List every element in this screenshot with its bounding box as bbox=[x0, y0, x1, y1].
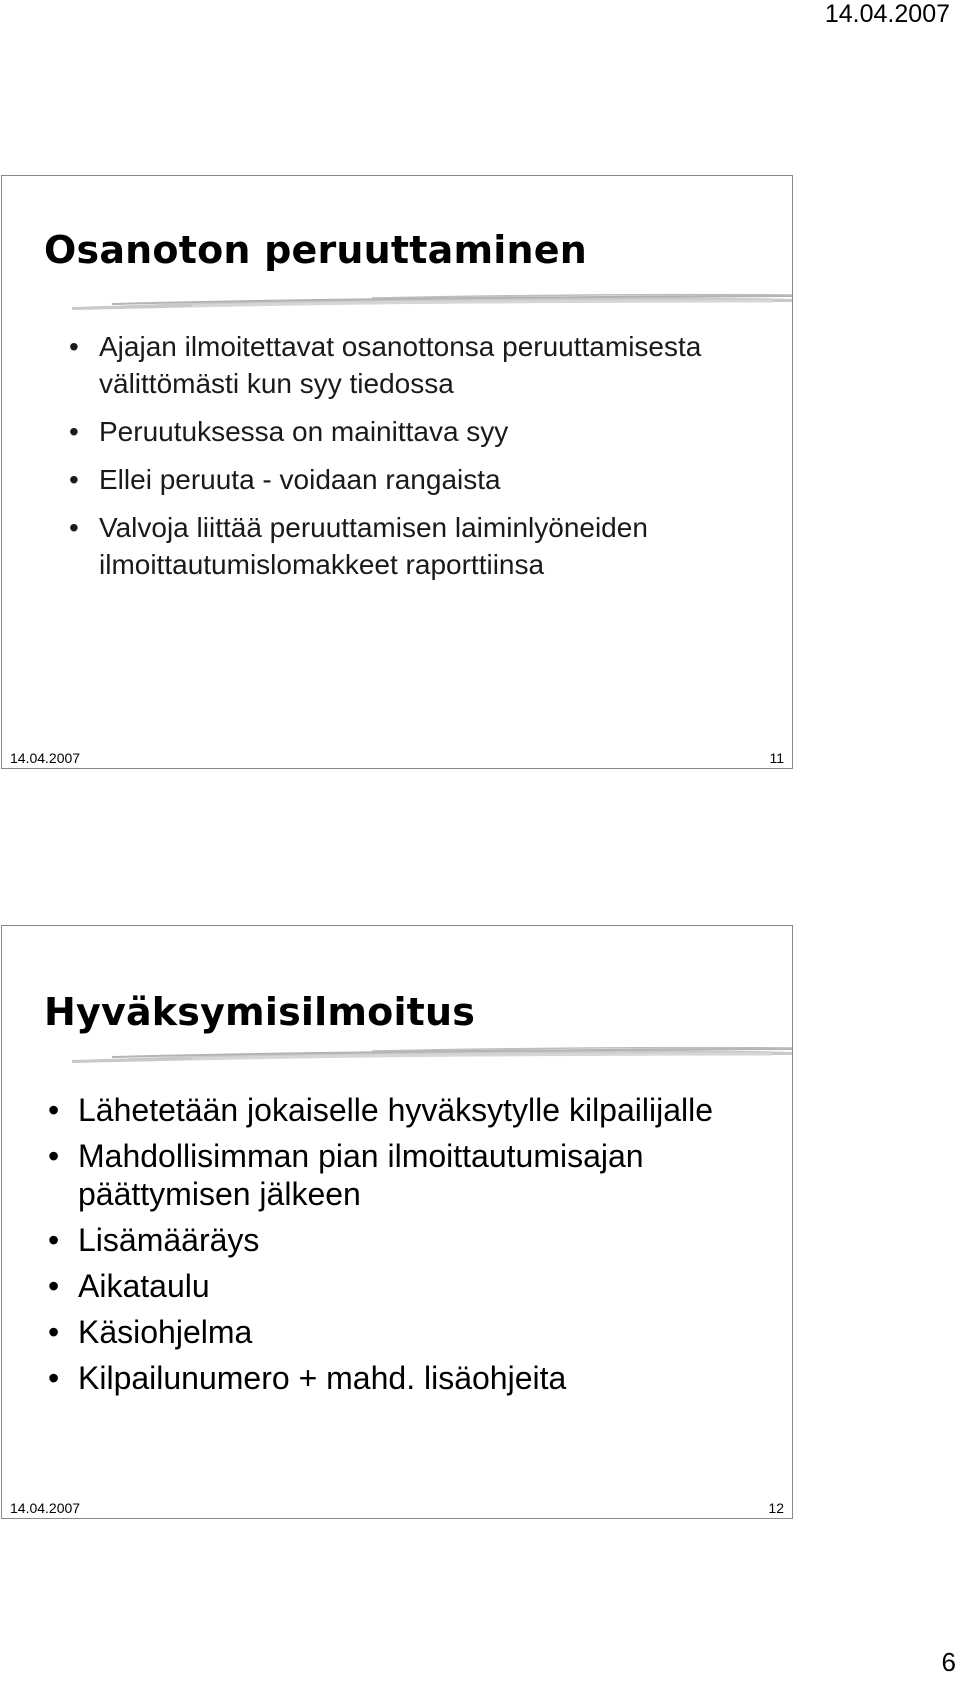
title-underline-brush bbox=[72, 289, 792, 315]
list-item: • Käsiohjelma bbox=[78, 1313, 778, 1351]
page-header-date: 14.04.2007 bbox=[824, 0, 950, 28]
list-item: • Valvoja liittää peruuttamisen laiminlyöneiden ilmoittautumislomakkeet raporttiinsa bbox=[99, 509, 759, 583]
bullet-list bbox=[99, 328, 759, 594]
slide-number: 12 bbox=[768, 1500, 784, 1516]
slide-12 bbox=[1, 925, 793, 1519]
list-item: • Lisämääräys bbox=[78, 1221, 778, 1259]
slide-footer bbox=[10, 750, 784, 766]
slide-footer-date: 14.04.2007 bbox=[10, 1500, 81, 1516]
list-item: • Kilpailunumero + mahd. lisäohjeita bbox=[78, 1359, 778, 1397]
slide-footer bbox=[10, 1500, 784, 1516]
page-number: 6 bbox=[941, 1647, 956, 1677]
list-item: • Peruutuksessa on mainittava syy bbox=[99, 413, 759, 450]
list-item: • Mahdollisimman pian ilmoittautumisajan päättymisen jälkeen bbox=[78, 1137, 778, 1213]
slide-title: Hyväksymisilmoitus bbox=[44, 990, 476, 1034]
slide-footer-date: 14.04.2007 bbox=[10, 750, 81, 766]
list-item: • Aikataulu bbox=[78, 1267, 778, 1305]
slide-11 bbox=[1, 175, 793, 769]
list-item: • Ellei peruuta - voidaan rangaista bbox=[99, 461, 759, 498]
list-item: • Ajajan ilmoitettavat osanottonsa peruuttamisesta välittömästi kun syy tiedossa bbox=[99, 328, 759, 402]
bullet-list bbox=[78, 1091, 778, 1405]
title-underline-brush bbox=[72, 1042, 792, 1068]
list-item: • Lähetetään jokaiselle hyväksytylle kilpailijalle bbox=[78, 1091, 778, 1129]
slide-title: Osanoton peruuttaminen bbox=[44, 228, 587, 272]
slide-number: 11 bbox=[769, 750, 784, 766]
